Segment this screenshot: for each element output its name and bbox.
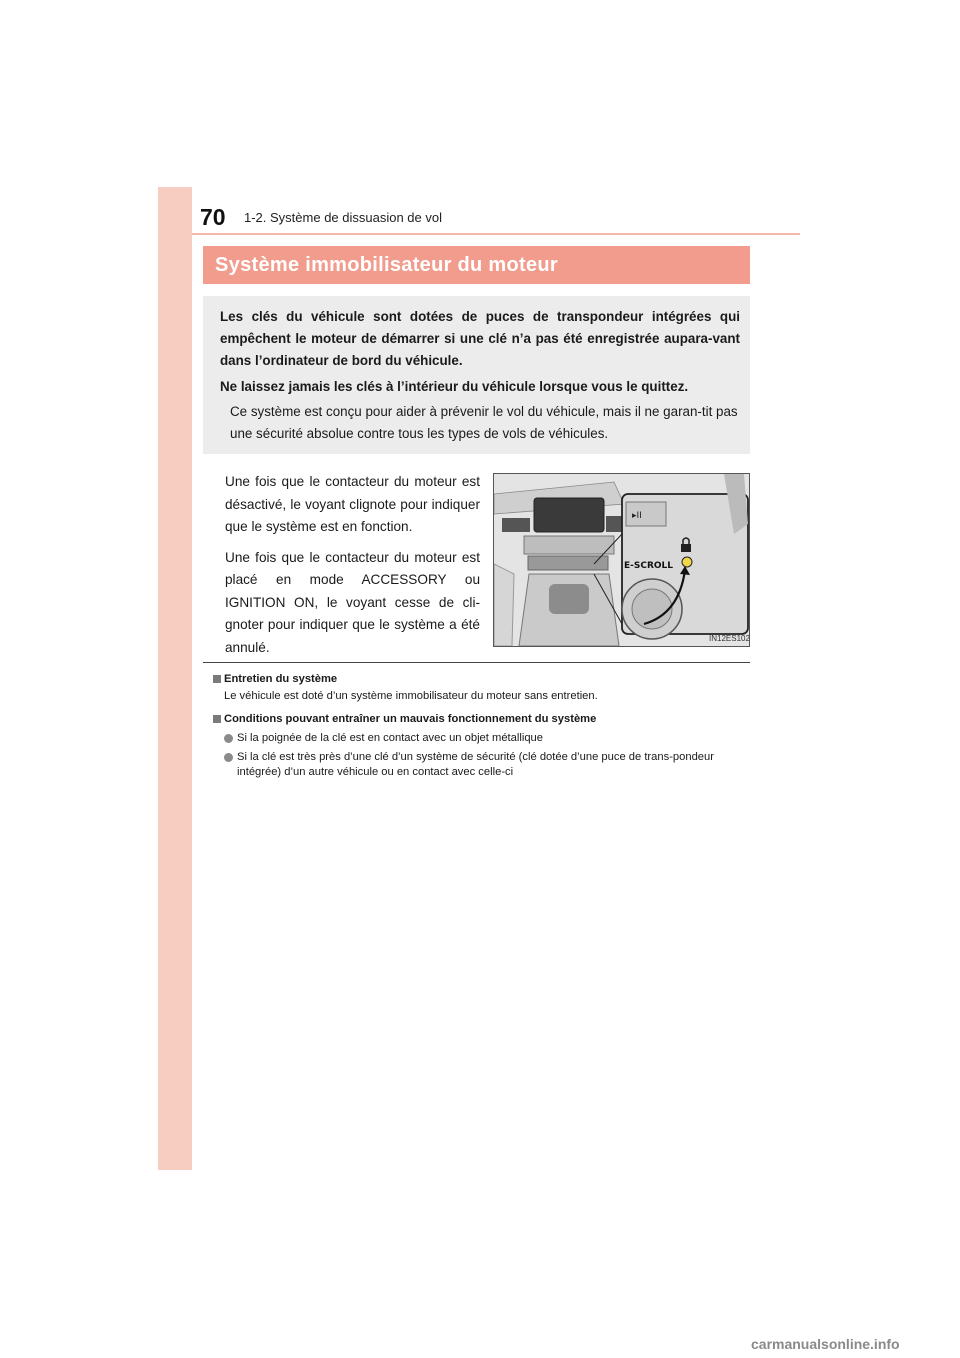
section-rule: [203, 662, 750, 663]
svg-text:▸II: ▸II: [632, 511, 642, 521]
body-paragraph-2: Une fois que le contacteur du moteur est placé en mode ACCESSORY ou IGNITION ON, le voyant cesse de cli-gnoter pour indiquer que le système a été annulé.: [225, 549, 480, 655]
body-paragraph-1: Une fois que le contacteur du moteur est désactivé, le voyant clignote pour indiquer que le système est en fonction.: [225, 474, 480, 534]
note-body: Le véhicule est doté d’un système immobilisateur du moteur sans entretien.: [224, 690, 598, 702]
list-item-text: Si la poignée de la clé est en contact avec un objet métallique: [237, 732, 543, 744]
list-item: [224, 731, 753, 746]
side-tab-strip: [158, 187, 192, 1170]
info-warning: Ne laissez jamais les clés à l’intérieur du véhicule lorsque vous le quittez.: [220, 379, 689, 394]
dashboard-drawing: [494, 474, 749, 646]
notes-section: [213, 672, 753, 784]
note-heading-text: Entretien du système: [224, 673, 338, 685]
section-title: Système immobilisateur du moteur: [203, 246, 750, 284]
note-heading-maintenance: [213, 672, 753, 687]
dashboard-illustration: [493, 473, 750, 647]
watermark: carmanualsonline.info: [751, 1336, 900, 1352]
header-rule: [192, 233, 800, 235]
list-item-text: Si la clé est très près d’une clé d’un système de sécurité (clé dotée d’une puce de trans-pondeur intégrée) d’un autre véhicule ou en contact avec celle-ci: [237, 751, 714, 778]
page-number: 70: [200, 204, 226, 230]
list-item: [224, 750, 753, 780]
note-heading-conditions: [213, 712, 753, 727]
figure-code: IN12ES102: [709, 634, 750, 643]
info-note: Ce système est conçu pour aider à prévenir le vol du véhicule, mais il ne garan-tit pas une sécurité absolue contre tous les types de vols de véhicules.: [230, 404, 738, 441]
circle-bullet-icon: [224, 753, 233, 762]
panel-label: E-SCROLL: [624, 561, 674, 571]
note-heading-text: Conditions pouvant entraîner un mauvais fonctionnement du système: [224, 713, 597, 725]
square-bullet-icon: [213, 715, 221, 723]
circle-bullet-icon: [224, 734, 233, 743]
square-bullet-icon: [213, 675, 221, 683]
info-paragraph: Les clés du véhicule sont dotées de puces de transpondeur intégrées qui empêchent le moteur de démarrer si une clé n’a pas été enregistrée aupara-vant dans l’ordinateur de bord du véhicule.: [220, 309, 740, 368]
running-header: 1-2. Système de dissuasion de vol: [244, 210, 442, 225]
body-text: [225, 471, 480, 667]
info-box: [203, 296, 750, 454]
